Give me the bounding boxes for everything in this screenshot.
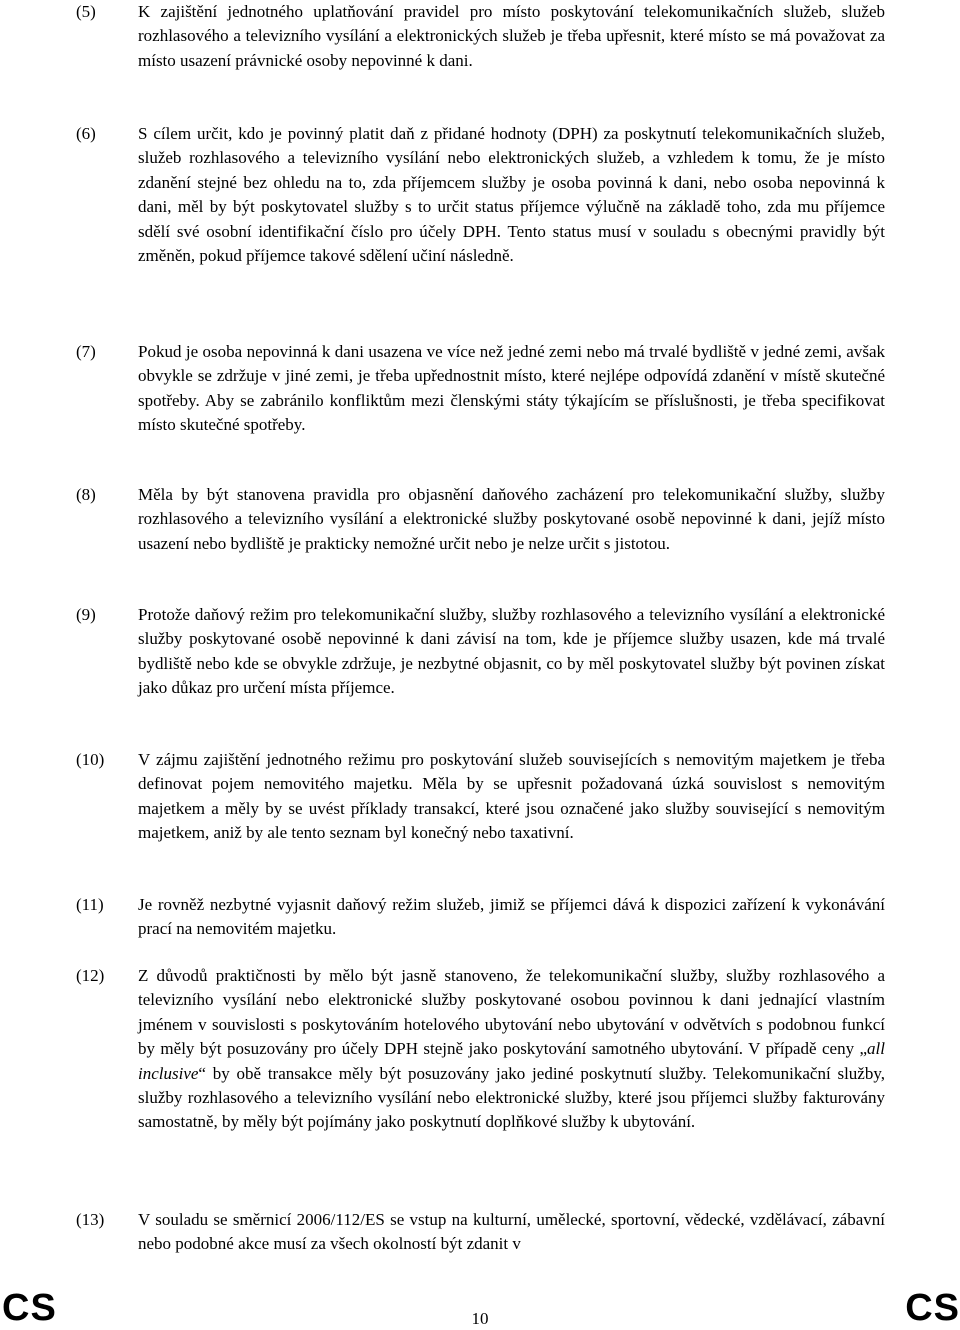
footer-language-code-left: CS (2, 1287, 57, 1329)
paragraph-text: V zájmu zajištění jednotného režimu pro poskytování služeb souvisejících s nemovitým majetkem je třeba definovat pojem nemovitého majetku. Měla by se upřesnit požadovaná úzká souvislost s nemovitým majetkem a měly by se uvést příklady transakcí, které jsou označené jako služby související s nemovitým majetkem, aniž by ale tento seznam byl konečný nebo taxativní. (138, 750, 885, 843)
paragraph-text: V souladu se směrnicí 2006/112/ES se vstup na kulturní, umělecké, sportovní, vědecké, vzdělávací, zábavní nebo podobné akce musí za všech okolností být zdanit v (138, 1210, 885, 1254)
paragraph-text: Je rovněž nezbytné vyjasnit daňový režim služeb, jimiž se příjemci dává k dispozici zařízení k vykonávání prací na nemovitém majetku. (138, 895, 885, 939)
paragraph-number: (13) (76, 1210, 105, 1229)
paragraph-number: (9) (76, 605, 96, 624)
paragraph-number: (5) (76, 2, 96, 21)
paragraph-text: Pokud je osoba nepovinná k dani usazena ve více než jedné zemi nebo má trvalé bydliště v jedné zemi, avšak obvykle se zdržuje v jiné zemi, je třeba upřednostnit místo, které nejlépe odpovídá zdanění v místě skutečné spotřeby. Aby se zabránilo konfliktům mezi členskými státy týkajícím se příslušnosti, je třeba specifikovat místo skutečné spotřeby. (138, 342, 885, 435)
paragraph-text: Protože daňový režim pro telekomunikační služby, služby rozhlasového a televizního vysílání a elektronické služby poskytované osobě nepovinné k dani závisí na tom, kde je příjemce služby usazen, kde má trvalé bydliště nebo kde se obvykle zdržuje, je nezbytné objasnit, co by měl poskytovatel služby být povinen získat jako důkaz pro určení místa příjemce. (138, 605, 885, 698)
paragraph-number: (11) (76, 895, 104, 914)
paragraph-number: (6) (76, 124, 96, 143)
paragraph-number: (7) (76, 342, 96, 361)
paragraph-text: Měla by být stanovena pravidla pro objasnění daňového zacházení pro telekomunikační služby, služby rozhlasového a televizního vysílání a elektronické služby poskytované osobě nepovinné k dani, jejíž místo usazení nebo bydliště je prakticky nemožné určit nebo je nelze určit s jistotou. (138, 485, 885, 553)
footer-language-code-right: CS (905, 1287, 960, 1329)
italic-phrase: all inclusive (138, 1039, 885, 1083)
paragraph-text-part: Z důvodů praktičnosti by mělo být jasně stanoveno, že telekomunikační služby, služby rozhlasového a televizního vysílání nebo elektronické služby poskytované osobou povinnou k dani jednající vlastním jménem v souvislosti s poskytováním hotelového ubytování nebo ubytování v odvětvích s podobnou funkcí by měly být posuzovány pro účely DPH stejně jako poskytování samotného ubytování. V případě ceny „ (138, 966, 885, 1059)
page-number: 10 (471, 1309, 489, 1328)
paragraph-number: (10) (76, 750, 105, 769)
paragraph-number: (8) (76, 485, 96, 504)
paragraph-text: S cílem určit, kdo je povinný platit daň z přidané hodnoty (DPH) za poskytnutí telekomunikačních služeb, služeb rozhlasového a televizního vysílání nebo elektronických služeb, a vzhledem k tomu, že je místo zdanění stejné bez ohledu na to, zda příjemcem služby je osoba povinná k dani, nebo osoba nepovinná k dani, měl by být poskytovatel služby s to určit status příjemce výlučně na základě toho, zda mu příjemce sdělí své osobní identifikační číslo pro účely DPH. Tento status musí v souladu s obecnými pravidly být změněn, pokud příjemce takové sdělení učiní následně. (138, 124, 885, 266)
paragraph-number: (12) (76, 966, 105, 985)
paragraph-text-part: “ by obě transakce měly být posuzovány jako jediné poskytnutí služby. Telekomunikační služby, služby rozhlasového a televizního vysílání nebo elektronické služby, které jsou příjemci služby fakturovány samostatně, by měly být pojímány jako poskytnutí doplňkové služby k ubytování. (138, 1063, 885, 1132)
paragraph-text: K zajištění jednotného uplatňování pravidel pro místo poskytování telekomunikačních služeb, služeb rozhlasového a televizního vysílání a elektronických služeb je třeba upřesnit, které místo se má považovat za místo usazení právnické osoby nepovinné k dani. (138, 2, 885, 70)
paragraph-text (138, 964, 885, 1135)
